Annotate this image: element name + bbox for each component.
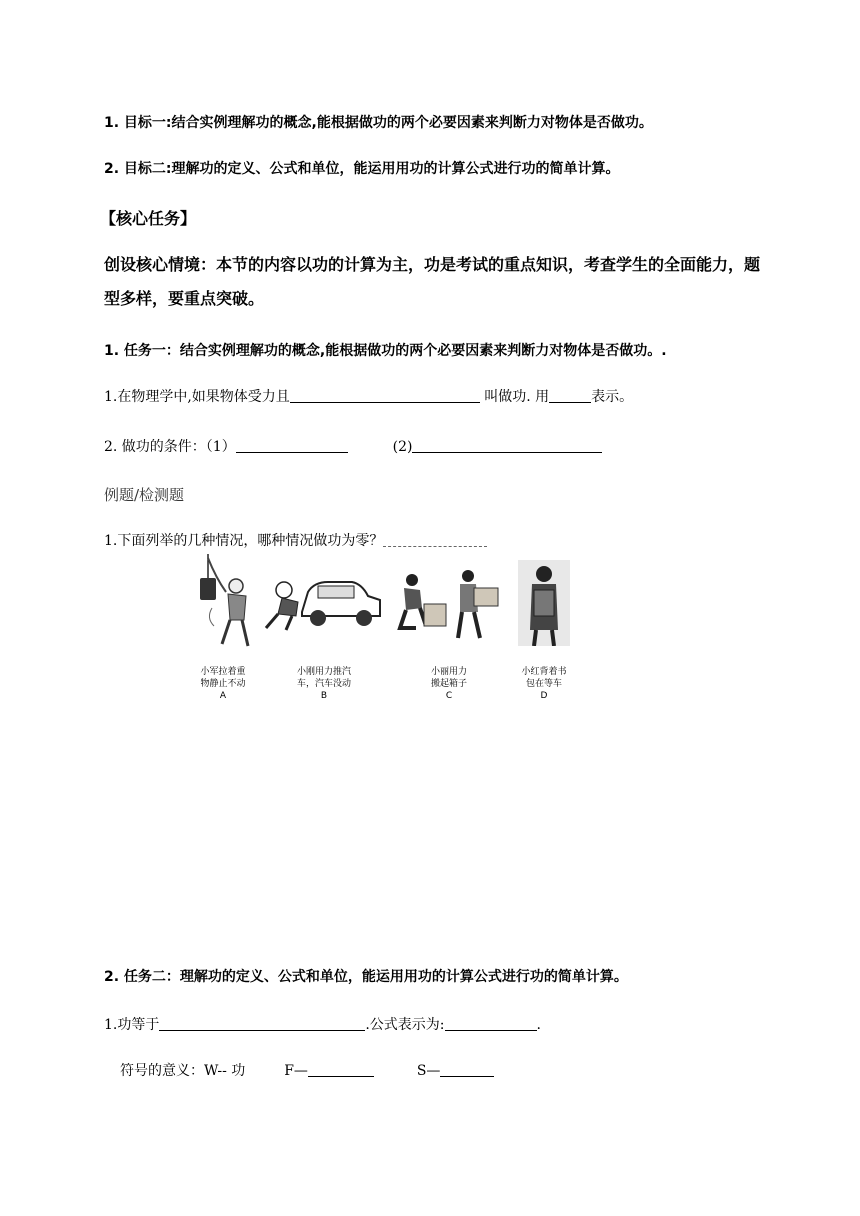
task1-q1-suffix: 表示。 (591, 389, 634, 405)
core-scenario: 创设核心情境：本节的内容以功的计算为主，功是考试的重点知识，考查学生的全面能力，题型多样，要重点突破。 (104, 255, 761, 308)
figure-d-letter: D (540, 691, 548, 701)
figure-b-illustration (262, 572, 384, 634)
task1-title: 1. 任务一：结合实例理解功的概念,能根据做功的两个必要因素来判断力对物体是否做功。. (104, 343, 667, 359)
figure-c-caption (424, 666, 474, 702)
examples-heading: 例题/检测题 (104, 486, 185, 504)
figure-a-caption-line1: 小军拉着重 (200, 667, 246, 677)
symbols-w: 符号的意义：W-- 功 (120, 1063, 246, 1079)
task2-q1-middle: .公式表示为: (365, 1017, 445, 1033)
figure-b-letter: B (320, 691, 328, 701)
symbols-s-blank[interactable] (440, 1062, 494, 1077)
task1-q1-prefix: 1.在物理学中,如果物体受力且 (104, 389, 290, 405)
figure-b-caption-line1: 小刚用力推汽 (296, 667, 351, 677)
figure-b-caption (292, 666, 356, 702)
figure-d-caption-line2: 包在等车 (525, 679, 562, 689)
task2-title: 2. 任务二：理解功的定义、公式和单位，能运用用功的计算公式进行功的简单计算。 (104, 969, 628, 985)
symbols-f-blank[interactable] (308, 1062, 374, 1077)
task2-q1 (104, 1014, 541, 1034)
symbols-s: S— (416, 1063, 441, 1079)
task2-q1-prefix: 1.功等于 (104, 1017, 160, 1033)
task1-q1 (104, 386, 633, 406)
task2-symbols (120, 1060, 494, 1080)
figure-a-illustration (186, 548, 266, 660)
goal-1: 1. 目标一:结合实例理解功的概念,能根据做功的两个必要因素来判断力对物体是否做功。 (104, 115, 653, 131)
example-answer-blank[interactable] (383, 534, 487, 547)
task2-q1-blank2[interactable] (445, 1016, 537, 1031)
task1-q1-blank1[interactable] (290, 388, 480, 403)
task1-q2 (104, 436, 602, 456)
figure-d-caption-line1: 小红背着书 (521, 667, 567, 677)
task2-q1-suffix: . (536, 1017, 541, 1033)
task1-q2-prefix: 2. 做功的条件：（1） (104, 439, 236, 455)
figure-d-caption (518, 666, 570, 702)
task1-q1-blank2[interactable] (549, 388, 591, 403)
symbols-f: F— (284, 1063, 308, 1079)
figure-a-caption-line2: 物静止不动 (200, 679, 246, 689)
example-question (104, 530, 487, 550)
figure-b-caption-line2: 车，汽车没动 (296, 679, 351, 689)
figure-c-caption-line2: 搬起箱子 (430, 679, 467, 689)
figure-a-caption (198, 666, 248, 702)
figure-c-illustration (396, 568, 504, 642)
task1-q2-middle: (2) (392, 439, 413, 455)
figure-d-illustration (518, 560, 570, 646)
figure-c-caption-line1: 小丽用力 (430, 667, 467, 677)
figure-c-letter: C (445, 691, 453, 701)
goal-2: 2. 目标二:理解功的定义、公式和单位，能运用用功的计算公式进行功的简单计算。 (104, 161, 620, 177)
task1-q2-blank2[interactable] (412, 438, 602, 453)
example-question-text: 1.下面列举的几种情况，哪种情况做功为零？ (104, 533, 384, 549)
figure-a-letter: A (219, 691, 227, 701)
task2-q1-blank1[interactable] (159, 1016, 365, 1031)
task1-q1-middle: 叫做功. 用 (484, 389, 550, 405)
core-task-heading: 【核心任务】 (100, 209, 197, 228)
task1-q2-blank1[interactable] (236, 438, 348, 453)
